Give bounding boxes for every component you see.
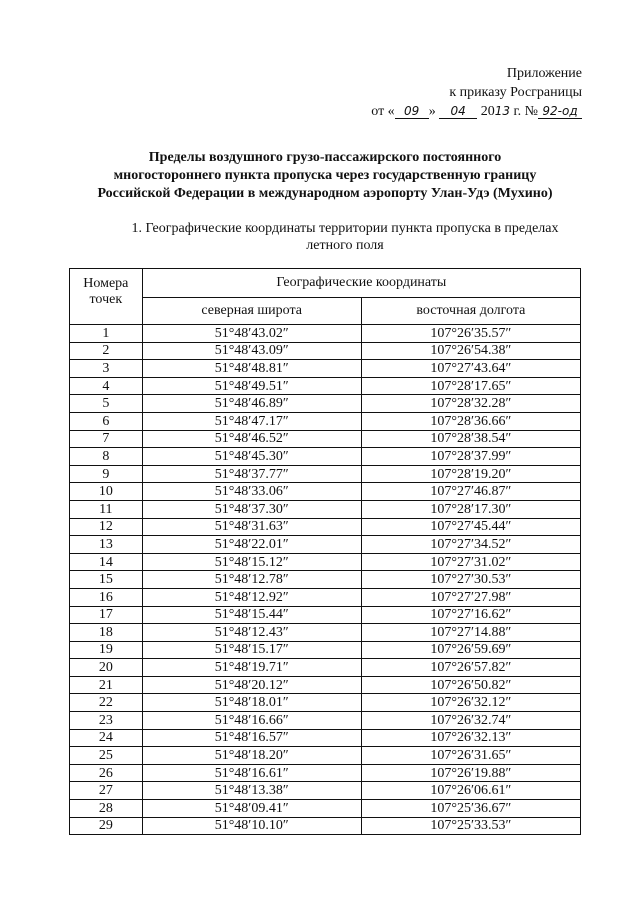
- table-row: [70, 360, 581, 378]
- table-row: [70, 377, 581, 395]
- table-row: [70, 571, 581, 589]
- longitude-cell: 107°27′31.02″: [361, 553, 580, 571]
- longitude-cell: 107°28′37.99″: [361, 448, 580, 466]
- appendix-block: [0, 64, 582, 121]
- table-row: [70, 676, 581, 694]
- latitude-cell: 51°48′16.66″: [142, 712, 361, 730]
- table-row: [70, 588, 581, 606]
- latitude-cell: 51°48′19.71″: [142, 659, 361, 677]
- table-row: [70, 448, 581, 466]
- point-number-cell: 25: [70, 747, 143, 765]
- latitude-cell: 51°48′16.61″: [142, 764, 361, 782]
- appendix-date-line: [0, 102, 582, 121]
- year-tail: г. №: [513, 104, 538, 119]
- longitude-cell: 107°26′19.88″: [361, 764, 580, 782]
- point-number-cell: 7: [70, 430, 143, 448]
- latitude-cell: 51°48′43.02″: [142, 325, 361, 343]
- table-row: [70, 606, 581, 624]
- table-row: [70, 536, 581, 554]
- coordinates-table: [69, 268, 581, 835]
- longitude-cell: 107°26′31.65″: [361, 747, 580, 765]
- table-row: [70, 712, 581, 730]
- latitude-cell: 51°48′12.43″: [142, 624, 361, 642]
- point-number-cell: 19: [70, 641, 143, 659]
- appendix-title: Приложение: [506, 66, 582, 81]
- latitude-cell: 51°48′20.12″: [142, 676, 361, 694]
- point-number-cell: 27: [70, 782, 143, 800]
- latitude-cell: 51°48′37.77″: [142, 465, 361, 483]
- table-row: [70, 342, 581, 360]
- table-row: [70, 483, 581, 501]
- longitude-cell: 107°26′32.74″: [361, 712, 580, 730]
- point-number-cell: 16: [70, 588, 143, 606]
- longitude-cell: 107°27′46.87″: [361, 483, 580, 501]
- longitude-cell: 107°28′36.66″: [361, 412, 580, 430]
- latitude-cell: 51°48′31.63″: [142, 518, 361, 536]
- latitude-cell: 51°48′15.44″: [142, 606, 361, 624]
- point-number-cell: 2: [70, 342, 143, 360]
- longitude-cell: 107°28′19.20″: [361, 465, 580, 483]
- header-geo-coordinates: Географические координаты: [142, 269, 580, 298]
- table-row: [70, 764, 581, 782]
- point-number-cell: 20: [70, 659, 143, 677]
- title-line-1: Пределы воздушного грузо-пассажирского постоянного: [148, 150, 502, 165]
- longitude-cell: 107°28′32.28″: [361, 395, 580, 413]
- longitude-cell: 107°26′59.69″: [361, 641, 580, 659]
- date-close-quote: »: [428, 104, 436, 119]
- table-row: [70, 553, 581, 571]
- table-row: [70, 465, 581, 483]
- table-row: [70, 500, 581, 518]
- longitude-cell: 107°27′27.98″: [361, 588, 580, 606]
- longitude-cell: 107°28′17.65″: [361, 377, 580, 395]
- table-row: [70, 659, 581, 677]
- table-row: [70, 800, 581, 818]
- handwritten-day: 09: [395, 104, 429, 119]
- point-number-cell: 22: [70, 694, 143, 712]
- header-point-numbers: Номера точек: [70, 269, 143, 325]
- point-number-cell: 15: [70, 571, 143, 589]
- date-prefix: от «: [371, 104, 395, 119]
- longitude-cell: 107°26′32.13″: [361, 729, 580, 747]
- section-line-2: летного поля: [306, 238, 384, 253]
- year-prefix: 20: [480, 104, 495, 119]
- latitude-cell: 51°48′48.81″: [142, 360, 361, 378]
- section-heading: [100, 220, 590, 254]
- title-line-2: многостороннего пункта пропуска через государственную границу: [113, 168, 537, 183]
- table-row: [70, 624, 581, 642]
- longitude-cell: 107°26′06.61″: [361, 782, 580, 800]
- longitude-cell: 107°26′57.82″: [361, 659, 580, 677]
- handwritten-order-number: 92-од: [538, 104, 582, 119]
- latitude-cell: 51°48′46.89″: [142, 395, 361, 413]
- table-row: [70, 641, 581, 659]
- point-number-cell: 14: [70, 553, 143, 571]
- longitude-cell: 107°27′30.53″: [361, 571, 580, 589]
- point-number-cell: 28: [70, 800, 143, 818]
- latitude-cell: 51°48′16.57″: [142, 729, 361, 747]
- latitude-cell: 51°48′10.10″: [142, 817, 361, 835]
- header-latitude: северная широта: [142, 298, 361, 325]
- longitude-cell: 107°27′43.64″: [361, 360, 580, 378]
- latitude-cell: 51°48′09.41″: [142, 800, 361, 818]
- table-row: [70, 412, 581, 430]
- table-row: [70, 747, 581, 765]
- point-number-cell: 8: [70, 448, 143, 466]
- appendix-order-ref: к приказу Росграницы: [449, 85, 582, 100]
- point-number-cell: 26: [70, 764, 143, 782]
- longitude-cell: 107°25′36.67″: [361, 800, 580, 818]
- latitude-cell: 51°48′13.38″: [142, 782, 361, 800]
- table-row: [70, 782, 581, 800]
- latitude-cell: 51°48′22.01″: [142, 536, 361, 554]
- point-number-cell: 17: [70, 606, 143, 624]
- table-row: [70, 518, 581, 536]
- point-number-cell: 5: [70, 395, 143, 413]
- point-number-cell: 29: [70, 817, 143, 835]
- latitude-cell: 51°48′37.30″: [142, 500, 361, 518]
- point-number-cell: 4: [70, 377, 143, 395]
- header-longitude: восточная долгота: [361, 298, 580, 325]
- handwritten-year: 13: [494, 104, 510, 118]
- point-number-cell: 6: [70, 412, 143, 430]
- point-number-cell: 10: [70, 483, 143, 501]
- latitude-cell: 51°48′15.12″: [142, 553, 361, 571]
- latitude-cell: 51°48′49.51″: [142, 377, 361, 395]
- latitude-cell: 51°48′33.06″: [142, 483, 361, 501]
- longitude-cell: 107°27′14.88″: [361, 624, 580, 642]
- longitude-cell: 107°27′16.62″: [361, 606, 580, 624]
- latitude-cell: 51°48′46.52″: [142, 430, 361, 448]
- point-number-cell: 11: [70, 500, 143, 518]
- longitude-cell: 107°26′35.57″: [361, 325, 580, 343]
- latitude-cell: 51°48′43.09″: [142, 342, 361, 360]
- table-row: [70, 325, 581, 343]
- handwritten-month: 04: [439, 104, 477, 119]
- longitude-cell: 107°28′38.54″: [361, 430, 580, 448]
- point-number-cell: 3: [70, 360, 143, 378]
- point-number-cell: 24: [70, 729, 143, 747]
- title-line-3: Российской Федерации в международном аэропорту Улан-Удэ (Мухино): [97, 186, 553, 201]
- latitude-cell: 51°48′12.78″: [142, 571, 361, 589]
- table-row: [70, 430, 581, 448]
- point-number-cell: 12: [70, 518, 143, 536]
- latitude-cell: 51°48′12.92″: [142, 588, 361, 606]
- point-number-cell: 9: [70, 465, 143, 483]
- longitude-cell: 107°26′32.12″: [361, 694, 580, 712]
- latitude-cell: 51°48′45.30″: [142, 448, 361, 466]
- section-line-1: 1. Географические координаты территории пункта пропуска в пределах: [131, 221, 559, 236]
- longitude-cell: 107°28′17.30″: [361, 500, 580, 518]
- longitude-cell: 107°27′45.44″: [361, 518, 580, 536]
- point-number-cell: 21: [70, 676, 143, 694]
- table-body: [70, 325, 581, 835]
- table-row: [70, 694, 581, 712]
- latitude-cell: 51°48′47.17″: [142, 412, 361, 430]
- longitude-cell: 107°26′54.38″: [361, 342, 580, 360]
- longitude-cell: 107°26′50.82″: [361, 676, 580, 694]
- document-title: [60, 149, 590, 203]
- latitude-cell: 51°48′18.20″: [142, 747, 361, 765]
- latitude-cell: 51°48′15.17″: [142, 641, 361, 659]
- latitude-cell: 51°48′18.01″: [142, 694, 361, 712]
- point-number-cell: 23: [70, 712, 143, 730]
- point-number-cell: 1: [70, 325, 143, 343]
- point-number-cell: 18: [70, 624, 143, 642]
- longitude-cell: 107°27′34.52″: [361, 536, 580, 554]
- table-row: [70, 395, 581, 413]
- table-row: [70, 817, 581, 835]
- longitude-cell: 107°25′33.53″: [361, 817, 580, 835]
- point-number-cell: 13: [70, 536, 143, 554]
- table-row: [70, 729, 581, 747]
